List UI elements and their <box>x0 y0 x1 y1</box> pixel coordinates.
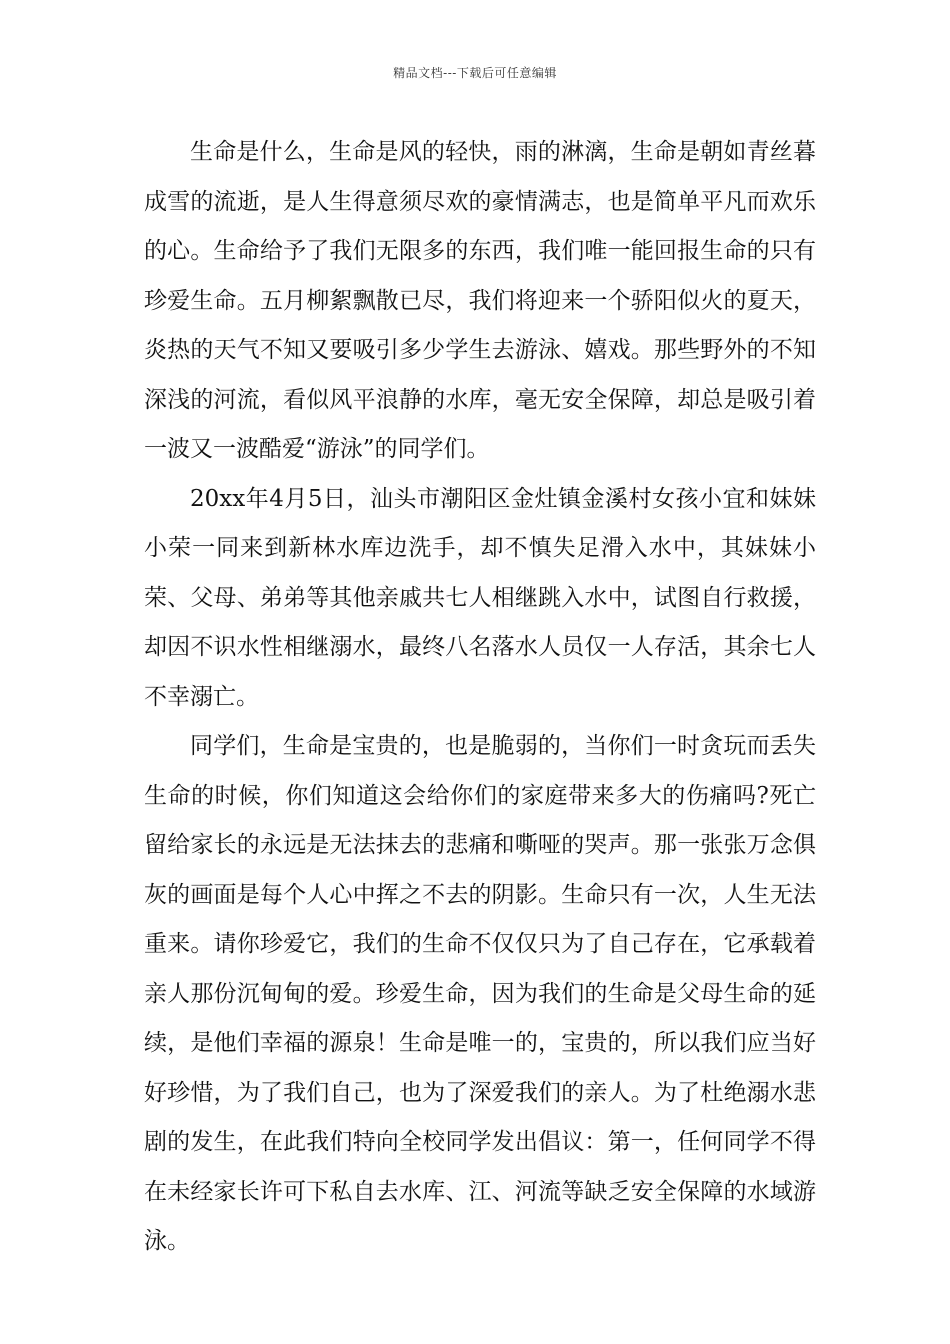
paragraph-3: 同学们，生命是宝贵的，也是脆弱的，当你们一时贪玩而丢失生命的时候，你们知道这会给你们的家庭带来多大的伤痛吗?死亡留给家长的永远是无法抹去的悲痛和嘶哑的哭声。那一张张万念俱灰的画面是每个人心中挥之不去的阴影。生命只有一次，人生无法重来。请你珍爱它，我们的生命不仅仅只为了自己存在，它承载着亲人那份沉甸甸的爱。珍爱生命，因为我们的生命是父母生命的延续，是他们幸福的源泉！生命是唯一的，宝贵的，所以我们应当好好珍惜，为了我们自己，也为了深爱我们的亲人。为了杜绝溺水悲剧的发生，在此我们特向全校同学发出倡议：第一，任何同学不得在未经家长许可下私自去水库、江、河流等缺乏安全保障的水域游泳。 <box>144 733 816 1254</box>
document-body <box>144 128 816 1267</box>
page-header: 精品文档---下载后可任意编辑 <box>393 66 557 80</box>
paragraph-1: 生命是什么，生命是风的轻快，雨的淋漓，生命是朝如青丝暮成雪的流逝，是人生得意须尽欢的豪情满志，也是简单平凡而欢乐的心。生命给予了我们无限多的东西，我们唯一能回报生命的只有珍爱生命。五月柳絮飘散已尽，我们将迎来一个骄阳似火的夏天，炎热的天气不知又要吸引多少学生去游泳、嬉戏。那些野外的不知深浅的河流，看似风平浪静的水库，毫无安全保障，却总是吸引着一波又一波酷爱“游泳”的同学们。 <box>144 139 816 462</box>
paragraph-2: 20xx年4月5日，汕头市潮阳区金灶镇金溪村女孩小宜和妹妹小荣一同来到新林水库边洗手，却不慎失足滑入水中，其妹妹小荣、父母、弟弟等其他亲戚共七人相继跳入水中，试图自行救援，却因不识水性相继溺水，最终八名落水人员仅一人存活，其余七人不幸溺亡。 <box>144 485 816 710</box>
